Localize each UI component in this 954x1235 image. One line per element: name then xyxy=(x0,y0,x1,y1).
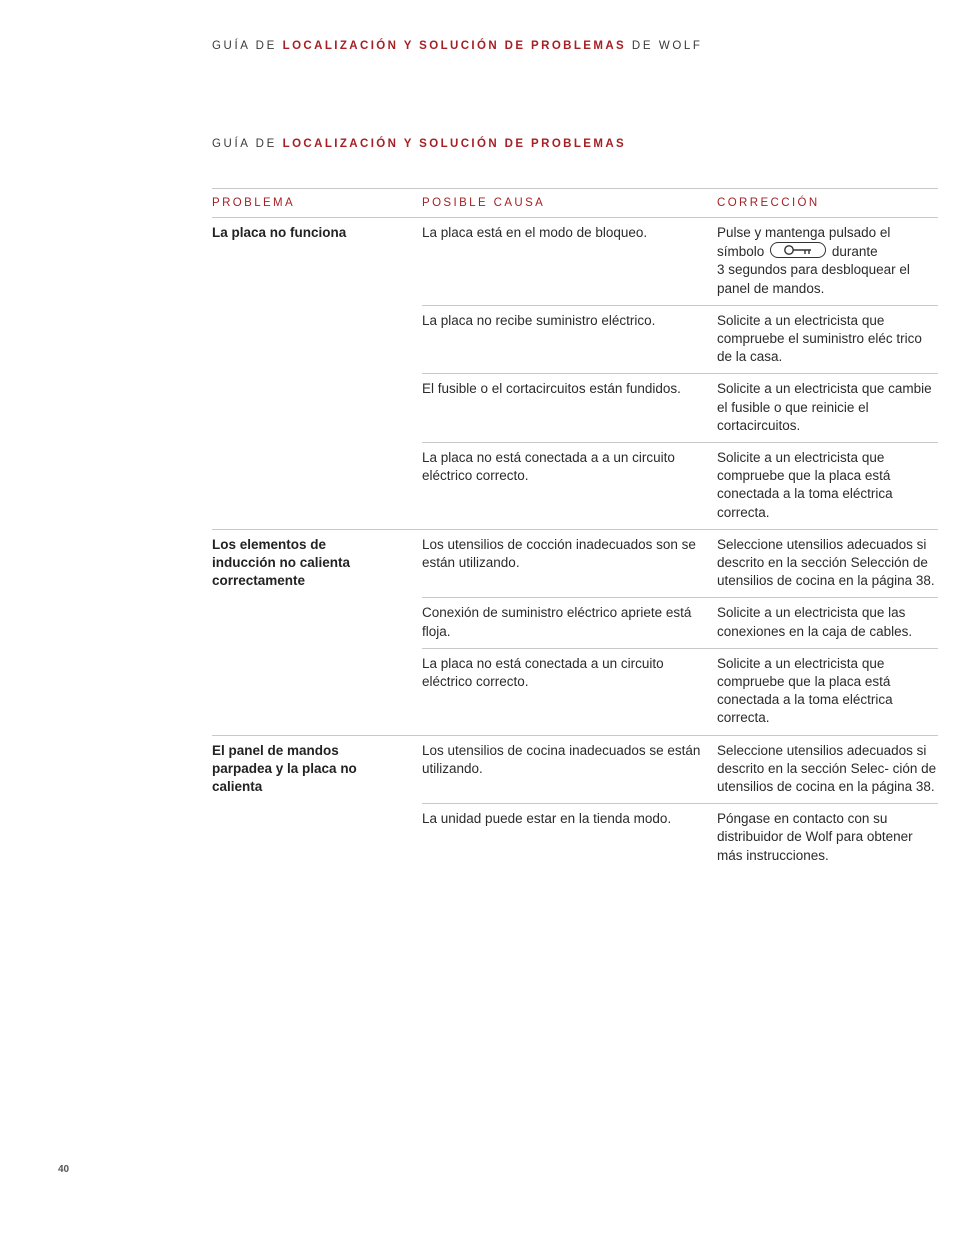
table-row xyxy=(422,736,938,805)
table-row xyxy=(422,598,938,648)
fix-text: durante xyxy=(831,244,878,260)
header-problem: PROBLEMA xyxy=(212,197,296,209)
fix-cell: Solicite a un electricista que cambie el fusible o que reinicie el cortacircuitos. xyxy=(717,381,932,433)
page-number: 40 xyxy=(58,1164,70,1175)
table-row xyxy=(422,443,938,529)
section-title-accent: LOCALIZACIÓN Y SOLUCIÓN DE PROBLEMAS xyxy=(282,138,627,150)
cause-cell: El fusible o el cortacircuitos están fundidos. xyxy=(422,381,681,397)
cause-cell: La placa no está conectada a un circuito eléctrico correcto. xyxy=(422,655,664,690)
fix-cell: Solicite a un electricista que compruebe el suministro eléc trico de la casa. xyxy=(717,312,922,365)
fix-text: símbolo xyxy=(717,244,765,260)
fix-text: Pulse y mantenga pulsado el xyxy=(717,225,891,240)
fix-cell: Póngase en contacto con su distribuidor de Wolf para obtener más instrucciones. xyxy=(717,811,913,863)
header-fix: CORRECCIÓN xyxy=(717,197,820,209)
running-header-accent: LOCALIZACIÓN Y SOLUCIÓN DE PROBLEMAS xyxy=(282,40,627,52)
cause-cell: La unidad puede estar en la tienda modo. xyxy=(422,811,672,827)
problem-group xyxy=(212,736,938,872)
fix-cell xyxy=(717,224,938,298)
fix-cell: Solicite a un electricista que compruebe que la placa está conectada a la toma eléctrica correcta. xyxy=(717,655,893,726)
problem-group xyxy=(212,530,938,736)
key-lock-icon xyxy=(770,242,826,258)
fix-cell: Seleccione utensilios adecuados si descrito en la sección Selec- ción de utensilios de cocina en la página 38. xyxy=(717,742,937,795)
cause-cell: La placa no recibe suministro eléctrico. xyxy=(422,312,656,328)
running-header xyxy=(212,40,703,52)
running-header-prefix: GUÍA DE xyxy=(212,40,277,52)
section-title-prefix: GUÍA DE xyxy=(212,138,277,150)
table-row xyxy=(422,218,938,306)
fix-cell: Seleccione utensilios adecuados si descrito en la sección Selección de utensilios de cocina en la página 38. xyxy=(717,536,935,589)
cause-cell: La placa está en el modo de bloqueo. xyxy=(422,225,648,240)
fix-cell: Solicite a un electricista que compruebe que la placa está conectada a la toma eléctrica correcta. xyxy=(717,450,893,520)
problem-label: Los elementos de inducción no calienta correctamente xyxy=(212,536,351,589)
cause-cell: Los utensilios de cocción inadecuados son se están utilizando. xyxy=(422,536,696,571)
header-cause: POSIBLE CAUSA xyxy=(422,197,546,209)
cause-cell: Los utensilios de cocina inadecuados se están utilizando. xyxy=(422,742,701,776)
problem-label: El panel de mandos parpadea y la placa no calienta xyxy=(212,742,357,795)
problem-group xyxy=(212,218,938,530)
table-row xyxy=(422,804,938,872)
running-header-suffix: DE WOLF xyxy=(631,40,703,52)
cause-cell: La placa no está conectada a a un circuito eléctrico correcto. xyxy=(422,450,675,484)
problem-label: La placa no funciona xyxy=(212,225,347,240)
cause-cell: Conexión de suministro eléctrico apriete está floja. xyxy=(422,605,692,639)
table-header-row xyxy=(212,188,938,218)
fix-cell: Solicite a un electricista que las conexiones en la caja de cables. xyxy=(717,605,913,639)
table-row xyxy=(422,649,938,735)
troubleshooting-table xyxy=(212,188,938,872)
section-title xyxy=(212,138,626,150)
table-row xyxy=(422,306,938,375)
table-row xyxy=(422,530,938,599)
fix-text: 3 segundos para desbloquear el panel de mandos. xyxy=(717,262,910,296)
table-row xyxy=(422,374,938,443)
